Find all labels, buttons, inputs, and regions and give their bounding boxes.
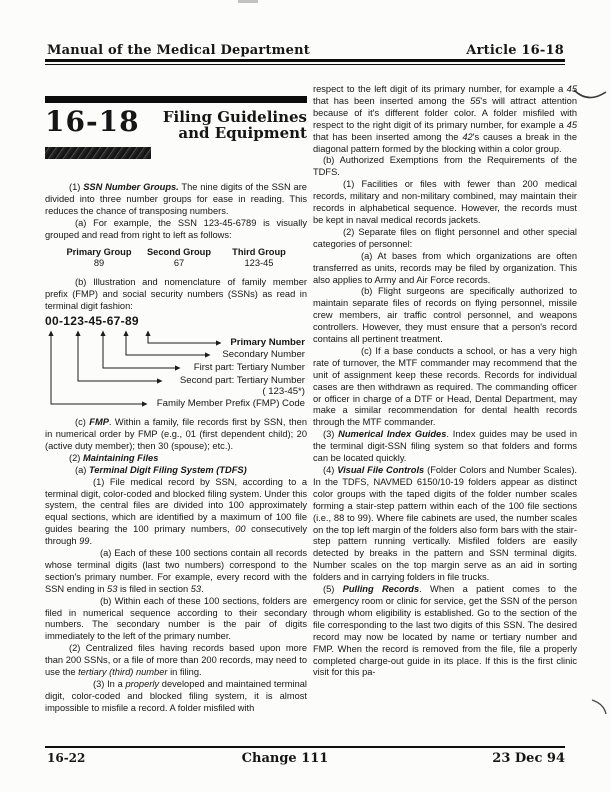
text-segment: (Folder Colors and Number Scales). In the TDFS, NAVMED 6150/10-19 folders appear as distinct color groups with the taped digits of the folder number scales forming a stair-step pattern within each of the 100 file sections (i.e., 88 to 99). Where file cabinets are used, the number scales on the top left margin of the folders also form bars with the stair-step pattern running vertically. Misfiled folders are easily detected by breaks in the pattern and SSN terminal digits. Number scales on the top margin serve as an aid in sorting folders and in carrying folders in file trucks. bbox=[313, 465, 577, 583]
text-segment: 00 bbox=[235, 524, 246, 535]
text-segment: (b) Within each of these 100 sections, folders are filed in numerical sequence according to their secondary numbers. The secondary number is the pair of digits immediately to the left of the primary number. bbox=[45, 595, 307, 642]
paragraph bbox=[45, 477, 307, 548]
text-segment: is filed in section bbox=[117, 583, 191, 594]
text-segment: . Index guides may be used in the terminal digit-SSN filing system so that folders and forms can be located quickly. bbox=[313, 429, 577, 464]
text-segment: . Within a family, file records first by SSN, then in numerical order by FMP (e.g., 01 (first dependent child); 20 (active duty member); then 30 (spouse); etc.). bbox=[45, 417, 307, 451]
heading-hatch-bar bbox=[45, 147, 151, 159]
text-segment: (b) Authorized Exemptions from the Requirements of the TDFS. bbox=[313, 155, 577, 178]
paragraph bbox=[313, 179, 577, 227]
diagram-label-secondary-number: Secondary Number bbox=[222, 349, 305, 361]
ssn-table-header: Primary Group bbox=[66, 246, 132, 257]
header-article-number: Article 16-18 bbox=[466, 43, 564, 58]
text-segment: (b) Flight surgeons are specifically authorized to maintain separate files of records on flying personnel, missile crew members, air traffic control personnel, and weapons controllers. However, they must ensure that a person's record contains all pertinent treatment. bbox=[313, 286, 577, 345]
paragraph bbox=[313, 227, 577, 251]
text-segment: . When a patient comes to the emergency room or clinic for service, get the SSN of the person through whom eligibility is established. Go to the section of the file corresponding to the last two digits of this SSN. The desired record may now be located by name or tertiary number and FMP. When the record is removed from the file, file a properly completed charge-out guide in its place. If this is the first clinic visit for this pa- bbox=[313, 584, 577, 678]
text-segment: (c) bbox=[75, 417, 90, 428]
article-heading bbox=[45, 96, 307, 161]
diagram-label-tertiary-example: ( 123-45*) bbox=[262, 386, 305, 398]
footer-rule bbox=[45, 746, 565, 748]
article-number: 16-18 bbox=[45, 105, 140, 138]
diagram-label-second-tertiary: Second part: Tertiary Number bbox=[179, 375, 305, 387]
text-segment: . bbox=[201, 583, 204, 594]
paragraph bbox=[313, 84, 577, 155]
text-segment: Maintaining Files bbox=[82, 452, 159, 463]
paragraph bbox=[45, 417, 307, 453]
text-segment: (2) Separate files on flight personnel and other special categories of personnel: bbox=[313, 226, 577, 249]
text-segment: developed and maintained terminal digit, color-coded and blocked filing system, it is almost impossible to misfile a record. A folder misfiled with bbox=[45, 679, 307, 713]
header-manual-title: Manual of the Medical Department bbox=[47, 43, 310, 58]
footer-date: 23 Dec 94 bbox=[492, 751, 565, 766]
article-title-line2: and Equipment bbox=[178, 124, 307, 142]
text-segment: 45 bbox=[566, 84, 577, 94]
paragraph bbox=[45, 277, 307, 313]
text-segment: (4) bbox=[323, 465, 338, 475]
text-segment: (2) bbox=[69, 452, 83, 463]
paragraph bbox=[313, 465, 577, 584]
paragraph bbox=[313, 286, 577, 346]
article-title bbox=[163, 109, 307, 141]
text-segment: . bbox=[89, 536, 93, 547]
ssn-table-header: Third Group bbox=[232, 246, 286, 257]
text-segment: FMP bbox=[89, 417, 109, 428]
ssn-table-value: 89 bbox=[93, 258, 105, 269]
text-segment: (c) If a base conducts a school, or has a very high rate of turnover, the MTF commander may recommend that the unit of assignment keep these records. Records for individual cases are then withdrawn as required. The commanding officer or officer in charge of a DTF or Head, Dental Department, may make a similar recommendation for dental health records through the MTF commander. bbox=[313, 345, 577, 428]
paragraph bbox=[313, 429, 577, 465]
scan-artifact-lower-curve bbox=[590, 698, 610, 716]
text-segment: respect to the left digit of its primary number, for example a bbox=[313, 84, 567, 94]
header-rule-thick bbox=[45, 59, 565, 62]
paragraph bbox=[45, 643, 307, 679]
text-segment: 53 bbox=[107, 583, 118, 594]
text-segment: (a) At bases from which organizations are often transferred as units, records may be filed by organization. This also applies to Army and Air Force records. bbox=[313, 250, 577, 285]
paragraph bbox=[45, 182, 307, 218]
text-segment: consecutively through bbox=[45, 524, 307, 547]
heading-row bbox=[45, 103, 307, 161]
text-segment: 's causes a break in the diagonal pattern formed by the blocking within a color group. bbox=[313, 131, 577, 154]
paragraph bbox=[45, 465, 307, 477]
text-segment: 's will attract attention because of it's different folder color. A folder misfiled with respect to the right digit of its primary number, for example a bbox=[313, 95, 577, 130]
scan-artifact-right-curve bbox=[572, 86, 608, 104]
ssn-table-value: 67 bbox=[173, 258, 185, 269]
text-segment: Terminal Digit Filing System (TDFS) bbox=[88, 464, 247, 475]
diagram-label-primary-number: Primary Number bbox=[230, 337, 305, 349]
header-rule-thin bbox=[45, 64, 565, 65]
diagram-label-fmp-code: Family Member Prefix (FMP) Code bbox=[156, 398, 305, 410]
text-segment: Visual File Controls bbox=[337, 465, 425, 475]
text-segment: The nine digits of the SSN are divided into three number groups for ease in reading. This reduces the chance of transposing numbers. bbox=[45, 182, 307, 216]
text-segment: 55 bbox=[470, 95, 481, 106]
ssn-group-table bbox=[59, 247, 299, 271]
paragraph bbox=[45, 218, 307, 242]
paragraph bbox=[313, 251, 577, 287]
paragraph bbox=[313, 155, 577, 179]
text-segment: 42 bbox=[462, 131, 473, 142]
text-segment: (b) Illustration and nomenclature of family member prefix (FMP) and social security numbers (SSNs) as read in terminal digit fashion: bbox=[45, 277, 307, 312]
diagram-label-first-tertiary: First part: Tertiary Number bbox=[193, 362, 305, 374]
footer-page-number: 16-22 bbox=[47, 751, 86, 765]
text-segment: (2) Centralized files having records based upon more than 200 SSNs, or a file of more than 200 records, may need to use the bbox=[45, 643, 307, 678]
text-segment: 99 bbox=[79, 536, 90, 547]
text-segment: (a) bbox=[75, 464, 89, 475]
text-segment: tertiary (third) number bbox=[78, 667, 168, 678]
paragraph bbox=[313, 346, 577, 429]
text-segment: Numerical Index Guides bbox=[338, 429, 447, 440]
ssn-number-string: 00-123-45-67-89 bbox=[45, 314, 139, 329]
paragraph bbox=[45, 596, 307, 644]
left-paragraphs-mid bbox=[45, 277, 307, 313]
text-segment: (5) bbox=[323, 584, 343, 595]
text-segment: (3) In a bbox=[93, 679, 126, 689]
text-segment: properly bbox=[125, 679, 160, 689]
scan-artifact-top-mark bbox=[238, 0, 258, 3]
text-segment: SSN Number Groups. bbox=[83, 182, 179, 192]
footer-change-number: Change 111 bbox=[241, 751, 329, 766]
text-segment: Pulling Records bbox=[342, 584, 420, 595]
paragraph bbox=[45, 679, 307, 715]
text-segment: (1) File medical record by SSN, according to a terminal digit, color-coded and blocked filing system. Under this system, the central files are divided into 100 approximately equal sections, which are identified by a maximum of 100 file guides bearing the 100 primary numbers, bbox=[45, 476, 307, 535]
text-segment: 45 bbox=[566, 119, 577, 130]
text-segment: 53 bbox=[190, 583, 202, 594]
text-segment: that has been inserted among the bbox=[313, 95, 471, 106]
text-segment: (a) For example, the SSN 123-45-6789 is visually grouped and read from right to left as follows: bbox=[45, 217, 307, 240]
ssn-table-value: 123-45 bbox=[244, 258, 274, 269]
left-paragraphs-bottom bbox=[45, 417, 307, 715]
text-segment: (1) bbox=[69, 182, 84, 192]
paragraph bbox=[45, 453, 307, 465]
ssn-table-header-row bbox=[59, 247, 299, 259]
paragraph bbox=[313, 584, 577, 679]
left-paragraphs-top bbox=[45, 182, 307, 242]
ssn-terminal-digit-diagram bbox=[45, 316, 307, 412]
ssn-table-value-row bbox=[59, 258, 299, 270]
text-segment: (a) Each of these 100 sections contain all records whose terminal digits (last two numbers) correspond to the section's primary number. For example, every record with the SSN ending in bbox=[45, 548, 307, 594]
heading-top-bar bbox=[45, 96, 307, 103]
right-column bbox=[313, 84, 577, 679]
paragraph bbox=[45, 548, 307, 596]
left-column bbox=[45, 182, 307, 715]
text-segment: in filing. bbox=[167, 667, 202, 678]
ssn-table-header: Second Group bbox=[146, 246, 212, 257]
text-segment: (1) Facilities or files with fewer than 200 medical records, military and non-military combined, may maintain their records in alphabetical sequence. However, the records must be kept in naval medical records jackets. bbox=[313, 179, 577, 225]
text-segment: that has been inserted among the bbox=[313, 131, 463, 142]
article-title-line1: Filing Guidelines bbox=[162, 108, 307, 126]
text-segment: (3) bbox=[323, 429, 339, 440]
